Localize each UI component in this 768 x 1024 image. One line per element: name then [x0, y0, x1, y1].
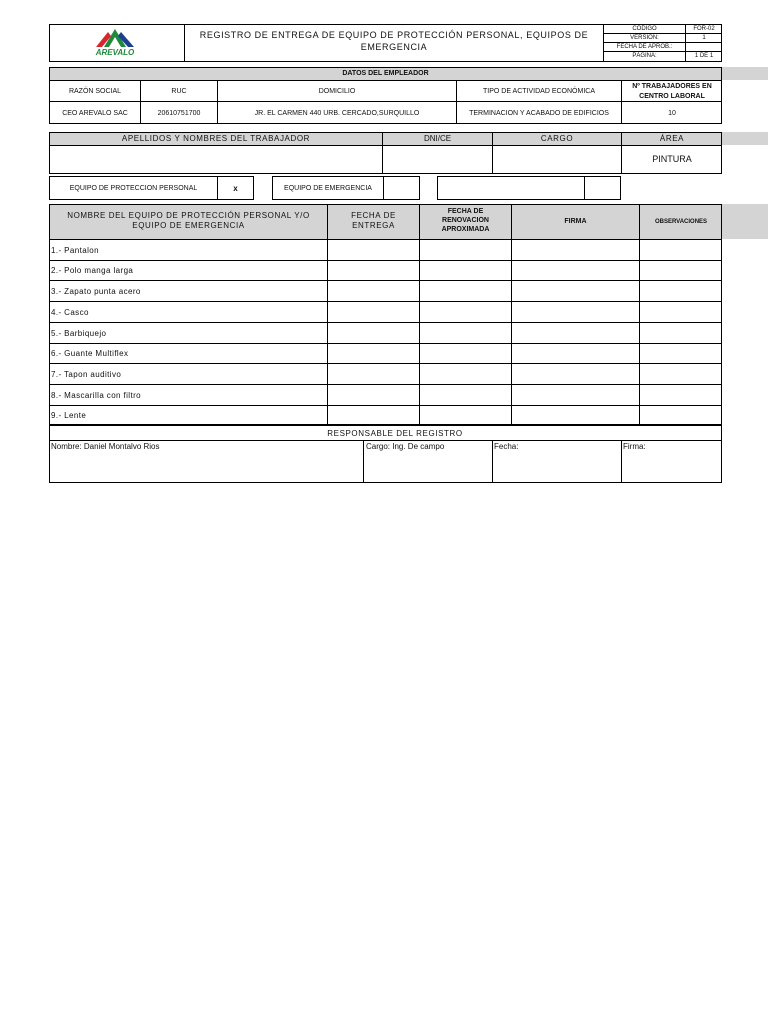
item-fecha-entrega-cell[interactable]	[328, 261, 419, 280]
item-fecha-renovacion-cell[interactable]	[420, 240, 511, 260]
worker-cargo-field[interactable]	[493, 146, 621, 174]
meta-codigo-value: FOR-02	[693, 25, 715, 32]
item-observaciones-cell[interactable]	[640, 240, 722, 260]
meta-codigo-label: CODIGO	[632, 25, 657, 32]
item-name-cell: 4.- Casco	[51, 307, 89, 317]
item-fecha-entrega-cell[interactable]	[328, 323, 419, 343]
header-actividad: TIPO DE ACTIVIDAD ECONÓMICA	[482, 87, 595, 95]
header-razon-social: RAZÓN SOCIAL	[68, 87, 122, 95]
item-fecha-renovacion-cell[interactable]	[420, 406, 511, 425]
item-observaciones-cell[interactable]	[640, 364, 722, 384]
responsible-firma[interactable]: Firma:	[623, 442, 646, 451]
item-fecha-entrega-cell[interactable]	[328, 406, 419, 425]
item-fecha-renovacion-cell[interactable]	[420, 323, 511, 343]
company-logo	[80, 27, 150, 59]
item-name-cell: 8.- Mascarilla con filtro	[51, 390, 142, 400]
item-name-cell: 5.- Barbiquejo	[51, 328, 107, 338]
item-observaciones-cell[interactable]	[640, 302, 722, 322]
header-domicilio: DOMICILIO	[318, 87, 356, 95]
epp-label: EQUIPO DE PROTECCION PERSONAL	[69, 184, 198, 192]
item-name-cell: 6.- Guante Multiflex	[51, 349, 129, 358]
meta-fecha-label: FECHA DE APROB.:	[616, 43, 673, 50]
item-firma-cell[interactable]	[512, 385, 639, 405]
header-fecha-entrega-line1: FECHA DE	[351, 211, 396, 220]
meta-pagina-value: 1 DE 1	[694, 53, 714, 59]
header-area: ÁREA	[659, 134, 685, 143]
item-observaciones-cell[interactable]	[640, 385, 722, 405]
logo-text: AREVALO	[95, 47, 135, 57]
item-name-cell: 1.- Pantalon	[51, 245, 99, 255]
item-fecha-entrega-cell[interactable]	[328, 302, 419, 322]
item-name-cell: 7.- Tapon auditivo	[51, 369, 122, 379]
header-renovacion-line3: APROXIMADA	[441, 226, 490, 233]
item-firma-cell[interactable]	[512, 323, 639, 343]
meta-fecha-value	[686, 42, 722, 51]
extra-field-box[interactable]	[437, 176, 621, 200]
emergency-checkbox[interactable]	[384, 177, 419, 199]
item-observaciones-cell[interactable]	[640, 344, 722, 363]
item-fecha-entrega-cell[interactable]	[328, 240, 419, 260]
employer-section-title: DATOS DEL EMPLEADOR	[342, 70, 429, 77]
item-name-cell: 2.- Polo manga larga	[51, 266, 134, 275]
header-dni: DNI/CE	[423, 134, 452, 143]
worker-dni-field[interactable]	[383, 146, 492, 174]
item-observaciones-cell[interactable]	[640, 323, 722, 343]
header-renovacion-line2: RENOVACIÓN	[442, 217, 489, 224]
item-observaciones-cell[interactable]	[640, 261, 722, 280]
item-fecha-entrega-cell[interactable]	[328, 385, 419, 405]
item-fecha-renovacion-cell[interactable]	[420, 281, 511, 301]
item-fecha-entrega-cell[interactable]	[328, 281, 419, 301]
header-firma: FIRMA	[564, 218, 587, 225]
item-fecha-renovacion-cell[interactable]	[420, 385, 511, 405]
header-item-name-line2: EQUIPO DE EMERGENCIA	[132, 221, 245, 230]
value-ruc: 20610751700	[157, 109, 201, 117]
responsible-fecha[interactable]: Fecha:	[494, 442, 519, 451]
item-firma-cell[interactable]	[512, 261, 639, 280]
emergency-label: EQUIPO DE EMERGENCIA	[284, 184, 372, 192]
header-cargo: CARGO	[540, 134, 574, 143]
value-actividad: TERMINACION Y ACABADO DE EDIFICIOS	[469, 109, 609, 117]
meta-version-label: VERSIÓN:	[630, 34, 659, 41]
item-firma-cell[interactable]	[512, 406, 639, 425]
item-fecha-renovacion-cell[interactable]	[420, 364, 511, 384]
item-name-cell: 9.- Lente	[51, 411, 87, 420]
item-observaciones-cell[interactable]	[640, 406, 722, 425]
item-firma-cell[interactable]	[512, 344, 639, 363]
worker-area-field[interactable]: PINTURA	[652, 154, 692, 164]
responsible-cargo[interactable]: Cargo: Ing. De campo	[366, 442, 445, 451]
header-trabajadores-line1: Nº TRABAJADORES EN	[632, 82, 712, 90]
form-title-line1: REGISTRO DE ENTREGA DE EQUIPO DE PROTECCIÓN PERSONAL, EQUIPOS DE	[199, 30, 589, 40]
item-observaciones-cell[interactable]	[640, 281, 722, 301]
header-ruc: RUC	[171, 87, 187, 95]
item-firma-cell[interactable]	[512, 364, 639, 384]
item-name-cell: 3.- Zapato punta acero	[51, 286, 141, 296]
worker-nombres-field[interactable]	[50, 146, 382, 174]
meta-version-value: 1	[702, 34, 706, 41]
form-title-line2: EMERGENCIA	[360, 42, 428, 52]
header-nombres-trabajador: APELLIDOS Y NOMBRES DEL TRABAJADOR	[121, 134, 311, 143]
epp-checkbox[interactable]: x	[233, 183, 238, 193]
item-fecha-renovacion-cell[interactable]	[420, 302, 511, 322]
meta-pagina-label: PÁGINA:	[632, 53, 657, 59]
header-observaciones: OBSERVACIONES	[654, 218, 708, 225]
logo-mark-icon	[80, 27, 150, 49]
item-fecha-renovacion-cell[interactable]	[420, 261, 511, 280]
item-fecha-entrega-cell[interactable]	[328, 364, 419, 384]
header-trabajadores-line2: CENTRO LABORAL	[639, 92, 705, 100]
item-fecha-renovacion-cell[interactable]	[420, 344, 511, 363]
header-renovacion-line1: FECHA DE	[447, 208, 484, 215]
value-domicilio: JR. EL CARMEN 440 URB. CERCADO,SURQUILLO	[254, 109, 420, 117]
responsible-title: RESPONSABLE DEL REGISTRO	[327, 428, 463, 438]
item-firma-cell[interactable]	[512, 302, 639, 322]
item-fecha-entrega-cell[interactable]	[328, 344, 419, 363]
header-fecha-entrega-line2: ENTREGA	[352, 221, 395, 230]
responsible-nombre[interactable]: Nombre: Daniel Montalvo Rios	[51, 442, 160, 451]
header-item-name-line1: NOMBRE DEL EQUIPO DE PROTECCIÓN PERSONAL Y/O	[67, 211, 310, 220]
value-razon-social: CEO AREVALO SAC	[62, 109, 128, 117]
item-firma-cell[interactable]	[512, 240, 639, 260]
item-firma-cell[interactable]	[512, 281, 639, 301]
value-trabajadores: 10	[668, 109, 676, 117]
